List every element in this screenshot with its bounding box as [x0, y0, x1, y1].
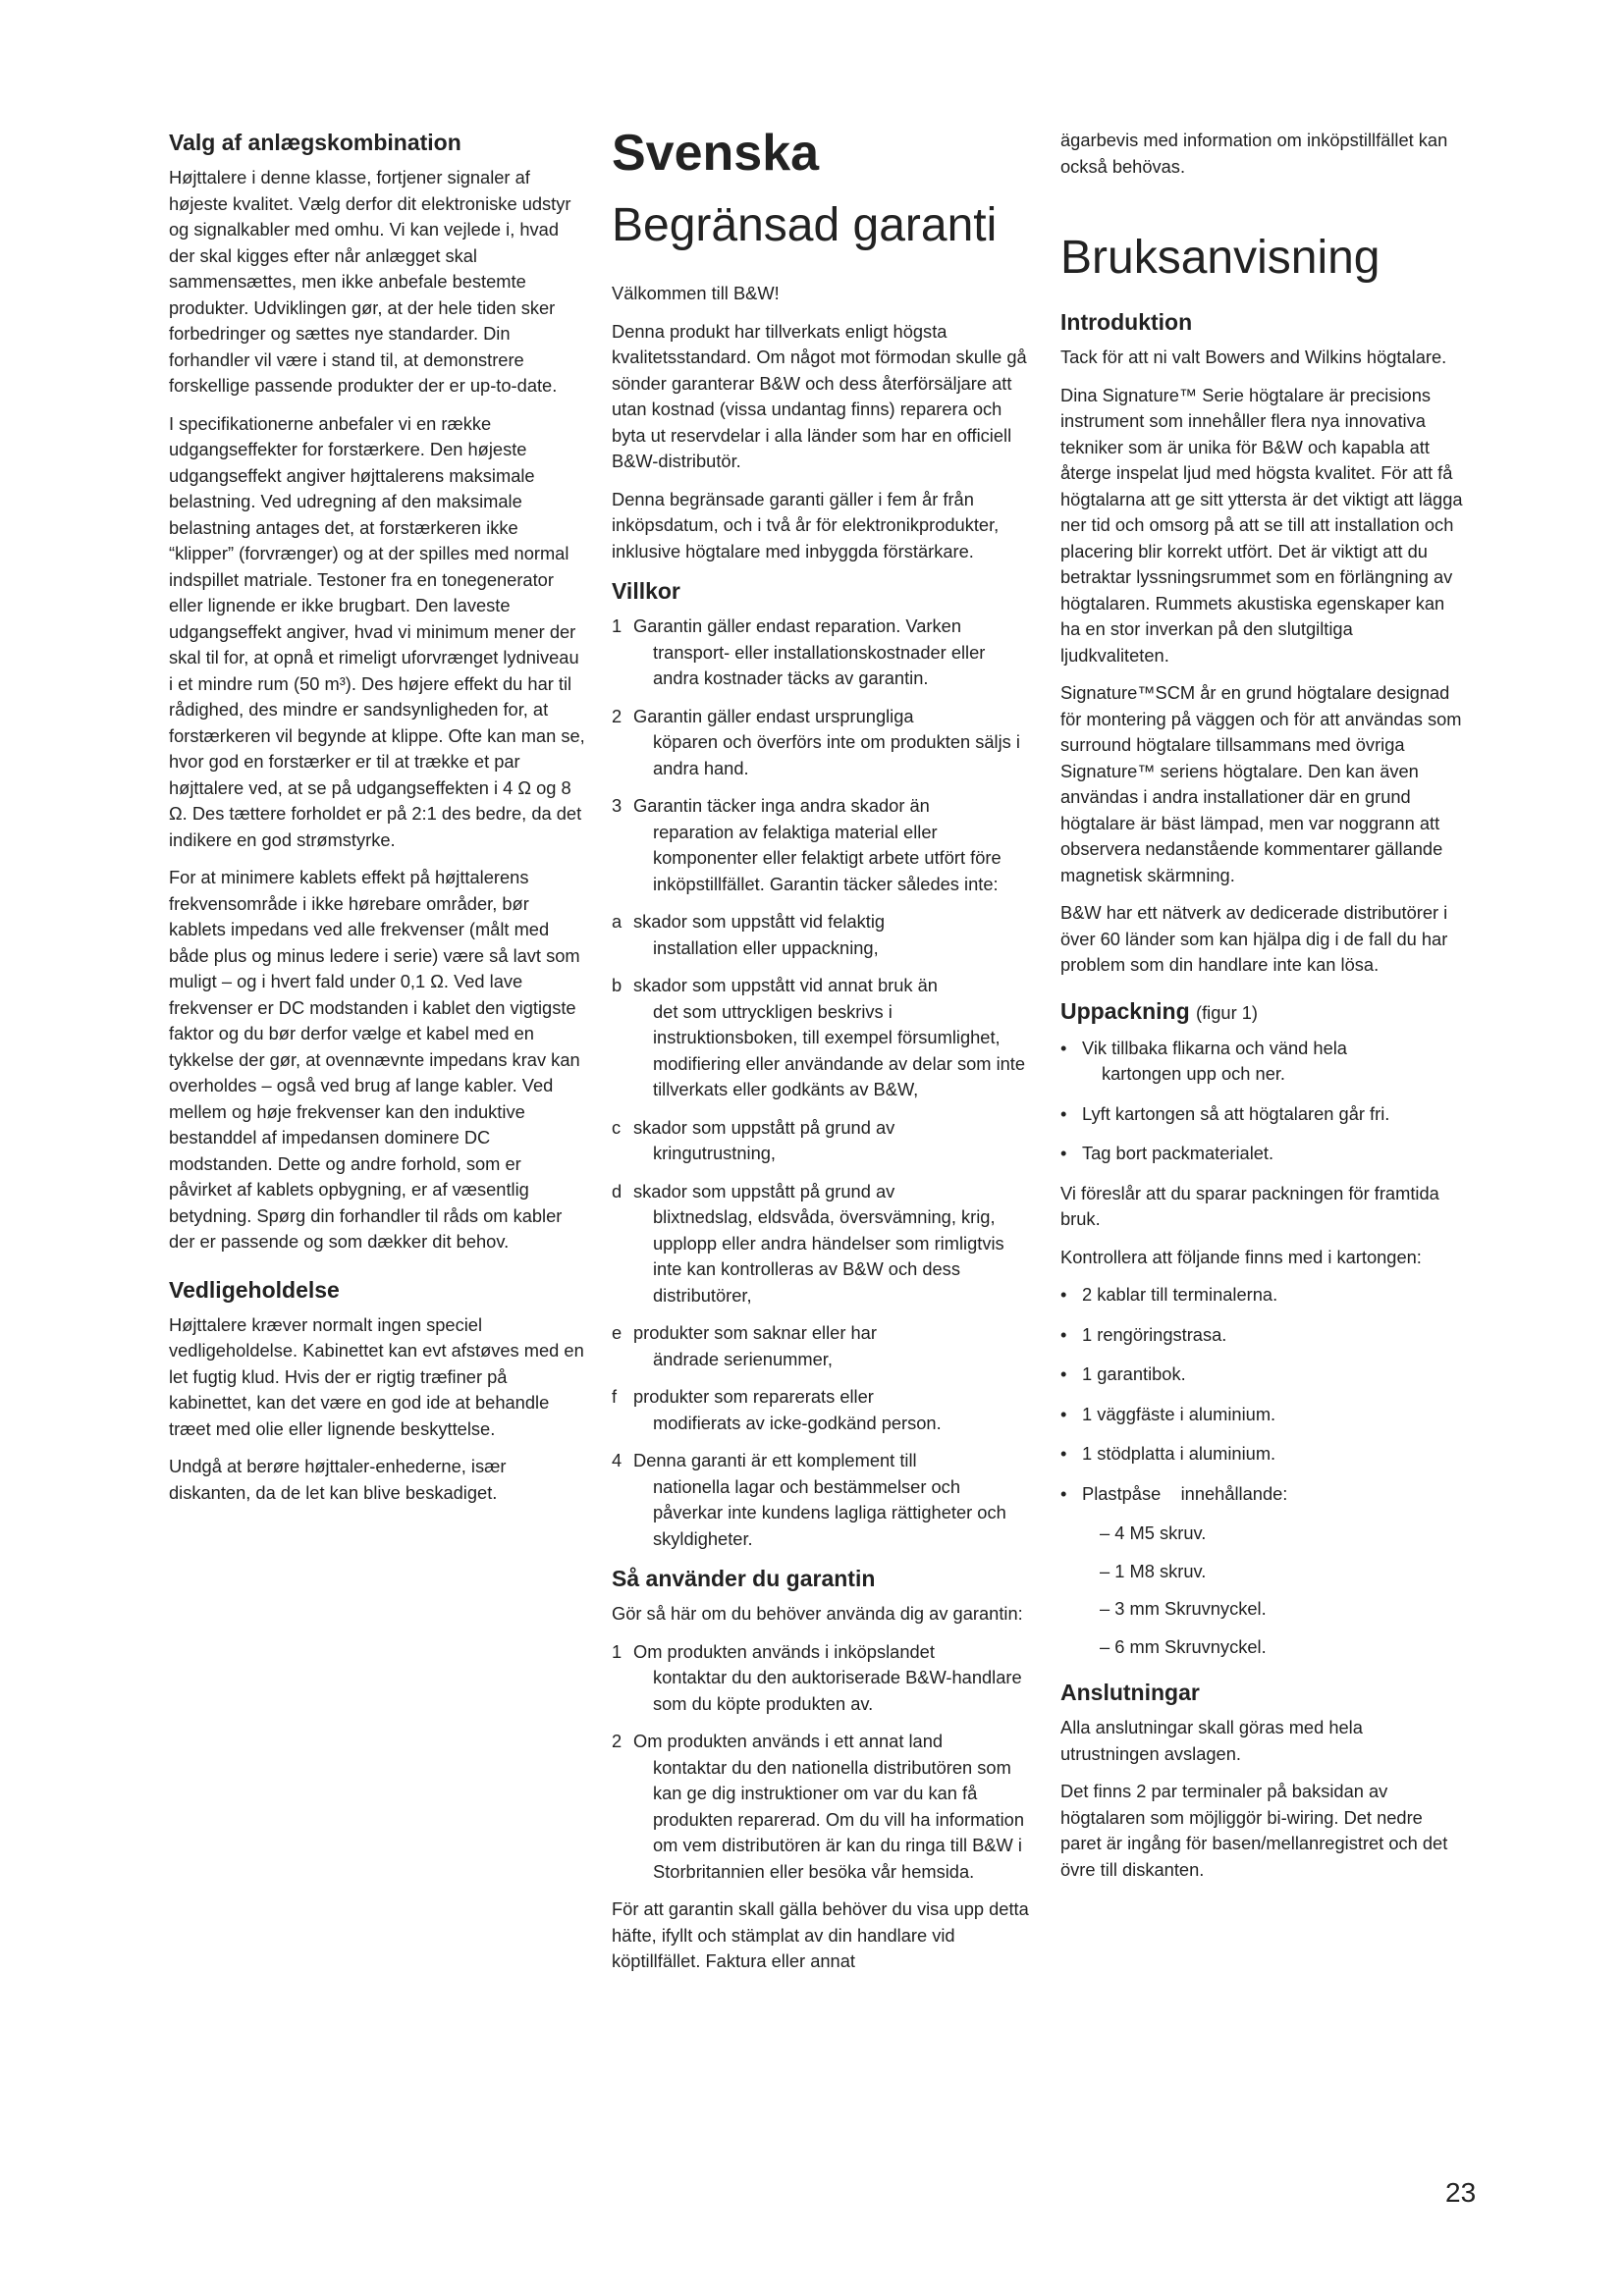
heading-anslutningar: Anslutningar — [1060, 1680, 1200, 1705]
heading-valg: Valg af anlægskombination — [169, 130, 461, 155]
heading-uppackning: Uppackning (figur 1) — [1060, 997, 1259, 1024]
list-item: f produkter som reparerats eller modifierats av icke-godkänd person. — [612, 1386, 942, 1433]
list-subitem: – 4 M5 skruv. — [1100, 1522, 1207, 1543]
heading-villkor: Villkor — [612, 578, 680, 604]
paragraph: Gör så här om du behöver använda dig av garantin: — [612, 1603, 1023, 1624]
language-heading: Svenska — [612, 125, 820, 182]
list-item: • Plastpåse innehållande: — [1060, 1482, 1288, 1504]
list-item: 3 Garantin täcker inga andra skador än reparation av felaktiga material eller komponenter eller felaktigt arbete utfört före inköpstillfället. Garantin täcker således inte: — [612, 795, 1001, 894]
column-swedish-manual — [1060, 128, 1463, 1895]
list-item: d skador som uppstått på grund av blixtnedslag, eldsvåda, översvämning, krig, upplopp eller andra händelser som rimligtvis inte kan kontrolleras av B&W och dess distributörer, — [612, 1180, 1004, 1306]
list-item: b skador som uppstått vid annat bruk än det som uttryckligen beskrivs i instruktionsboken, till exempel försumlighet, modifiering eller användande av delar som inte tillverkats eller godkänts av B&W, — [612, 975, 1026, 1099]
paragraph: Alla anslutningar skall göras med hela utrustningen avslagen. — [1060, 1717, 1363, 1764]
paragraph: Vi föreslår att du sparar packningen för framtida bruk. — [1060, 1182, 1439, 1229]
paragraph: Det finns 2 par terminaler på baksidan av högtalaren som möjliggör bi-wiring. Det nedre paret är ingång för basen/mellanregistret och det övre till diskanten. — [1060, 1781, 1448, 1880]
paragraph: För att garantin skall gälla behöver du visa upp detta häfte, ifyllt och stämplat av din handlare vid köptillfället. Faktura eller annat — [612, 1898, 1029, 1971]
paragraph: Välkommen till B&W! — [612, 283, 780, 303]
list-item: c skador som uppstått på grund av kringutrustning, — [612, 1116, 895, 1163]
paragraph: Denna produkt har tillverkats enligt högsta kvalitetsstandard. Om något mot förmodan skulle gå sönder garanterar B&W och dess återförsäljare att utan kostnad (vissa undantag finns) reparera och byta ut reservdelar i alla länder som har en officiell B&W-distributör. — [612, 320, 1027, 471]
list-item: • 1 stödplatta i aluminium. — [1060, 1443, 1276, 1464]
paragraph: Højttalere i denne klasse, fortjener signaler af højeste kvalitet. Vælg derfor dit elektroniske udstyr og signalkabler med omhu. Vi kan vejlede i, hvad der skal kigges efter når anlægget skal sammensættes, men ikke anbefale bestemte produkter. Udviklingen gør, at der hele tiden sker forbedringer og sættes nye standarder. Din forhandler vil være i stand til, at demonstrere forskellige passende produkter der er up-to-date. — [169, 167, 571, 396]
paragraph: For at minimere kablets effekt på højttalerens frekvensområde i ikke hørebare områder, bør kablets impedans ved alle frekvenser (målt med både plus og minus ledere i serie) være så lavt som muligt – og i hvert fald under 0,1 Ω. Ved lave frekvenser er DC modstanden i kablet den vigtigste faktor og du bør derfor vælge et kabel med en tykkelse der gør, at ovennævnte impedans krav kan overholdes – også ved brug af lange kabler. Ved mellem og høje frekvenser kan den induktive bestanddel af impedansen dominere DC modstanden. Dette og andre forhold, som er påvirket af kablets opbygning, er af væsentlig betydning. Spørg din forhandler til råds om kabler der er passende og som dækker dit behov. — [169, 867, 580, 1252]
list-item: 1 Garantin gäller endast reparation. Varken transport- eller installationskostnader eller andra kostnader täcks av garantin. — [612, 615, 986, 688]
list-item: • 2 kablar till terminalerna. — [1060, 1284, 1278, 1305]
list-subitem: – 6 mm Skruvnyckel. — [1100, 1635, 1267, 1657]
page-number: 23 — [1445, 2177, 1477, 2208]
list-item: a skador som uppstått vid felaktig installation eller uppackning, — [612, 911, 886, 958]
column-swedish-warranty — [612, 124, 1029, 1987]
paragraph: Tack för att ni valt Bowers and Wilkins högtalare. — [1060, 347, 1447, 367]
list-item: • Vik tillbaka flikarna och vänd hela kartongen upp och ner. — [1060, 1037, 1347, 1084]
paragraph: Signature™SCM år en grund högtalare designad för montering på väggen och för att användas som surround högtalare tillsammans med övriga Signature™ seriens högtalare. Den kan även användas i andra installationer där en grund högtalare är bäst lämpad, men var noggrann att observera nedanstående kommentarer gällande magnetisk skärmning. — [1060, 682, 1462, 885]
paragraph: I specifikationerne anbefaler vi en række udgangseffekter for forstærkere. Den højeste udgangseffekt angiver højttalerens maksimale belastning. Ved udregning af den maksimale belastning antages det, at forstærkeren ikke “klipper” (forvrænger) og at der spilles med normal indspillet matriale. Testoner fra en tonegenerator eller lignende er ikke brugbart. Den laveste udgangseffekt angiver, hvad vi minimum mener der skal til for, at opnå et rimeligt uforvrænget lydniveau i et mindre rum (50 m³). Des højere effekt du har til rådighed, des mindre er sandsynligheden for, at forstærkeren vil begynde at klippe. Ofte kan man se, hvor god en forstærker er til at trække et par højttalere ved, at se på udgangseffekten i 4 Ω og 8 Ω. Des tættere forholdet er på 2:1 des bedre, da det indikere en god strømstyrke. — [169, 412, 585, 850]
list-item: • Tag bort packmaterialet. — [1060, 1143, 1274, 1163]
paragraph: B&W har ett nätverk av dedicerade distributörer i över 60 länder som kan hjälpa dig i de fall du har problem som din handlare inte kan lösa. — [1060, 902, 1448, 975]
column-danish — [169, 128, 586, 1518]
manual-title: Bruksanvisning — [1060, 232, 1380, 284]
list-item: 1 Om produkten används i inköpslandet kontaktar du den auktoriserade B&W-handlare som du köpte produkten av. — [612, 1640, 1022, 1714]
paragraph: Undgå at berøre højttaler-enhederne, især diskanten, da de let kan blive beskadiget. — [169, 1456, 507, 1503]
paragraph: Højttalere kræver normalt ingen speciel vedligeholdelse. Kabinettet kan evt afstøves med en let fugtig klud. Hvis der er rigtig træfiner på kabinettet, kan det være en god ide at behandle træet med olie eller lignende beskyttelse. — [169, 1313, 584, 1439]
list-item: • 1 garantibok. — [1060, 1363, 1186, 1384]
list-item: • 1 väggfäste i aluminium. — [1060, 1403, 1276, 1424]
list-item: 2 Om produkten används i ett annat land kontaktar du den nationella distributören som kan ge dig instruktioner om var du kan få produkten reparerad. Om du vill ha information om vem distributören är kan du ringa till B&W i Storbritannien eller besöka vår hemsida. — [612, 1731, 1025, 1882]
list-subitem: – 1 M8 skruv. — [1100, 1560, 1207, 1581]
heading-sa-anvander: Så använder du garantin — [612, 1566, 876, 1591]
paragraph: Denna begränsade garanti gäller i fem år från inköpsdatum, och i två år för elektronikprodukter, inklusive högtalare med inbyggda förstärkare. — [612, 488, 1000, 561]
list-item: 4 Denna garanti är ett komplement till nationella lagar och bestämmelser och påverkar inte kundens lagliga rättigheter och skyldigheter. — [612, 1450, 1006, 1549]
list-subitem: – 3 mm Skruvnyckel. — [1100, 1598, 1267, 1619]
heading-vedligeholdelse: Vedligeholdelse — [169, 1276, 340, 1303]
list-item: e produkter som saknar eller har ändrade serienummer, — [612, 1322, 877, 1369]
paragraph: ägarbevis med information om inköpstillfället kan också behövas. — [1060, 130, 1448, 177]
warranty-title: Begränsad garanti — [612, 199, 998, 251]
paragraph: Dina Signature™ Serie högtalare är precisions instrument som innehåller flera nya innovativa tekniker som är unika för B&W och kapabla att återge inspelat ljud med högsta kvalitet. För att få högtalarna att ge sitt yttersta är det viktigt att lägga ner tid och omsorg på att se till att installation och placering blir korrekt utfört. Det är viktigt att du betraktar lyssningsrummet som en förlängning av högtalaren. Rummets akustiska egenskaper kan ha en stor inverkan på den slutgiltiga ljudkvaliteten. — [1060, 384, 1463, 666]
heading-introduktion: Introduktion — [1060, 309, 1193, 335]
list-item: • 1 rengöringstrasa. — [1060, 1323, 1227, 1345]
paragraph: Kontrollera att följande finns med i kartongen: — [1060, 1246, 1422, 1267]
list-item: 2 Garantin gäller endast ursprungliga köparen och överförs inte om produkten säljs i andra hand. — [612, 705, 1020, 778]
list-item: • Lyft kartongen så att högtalaren går fri. — [1060, 1102, 1390, 1124]
